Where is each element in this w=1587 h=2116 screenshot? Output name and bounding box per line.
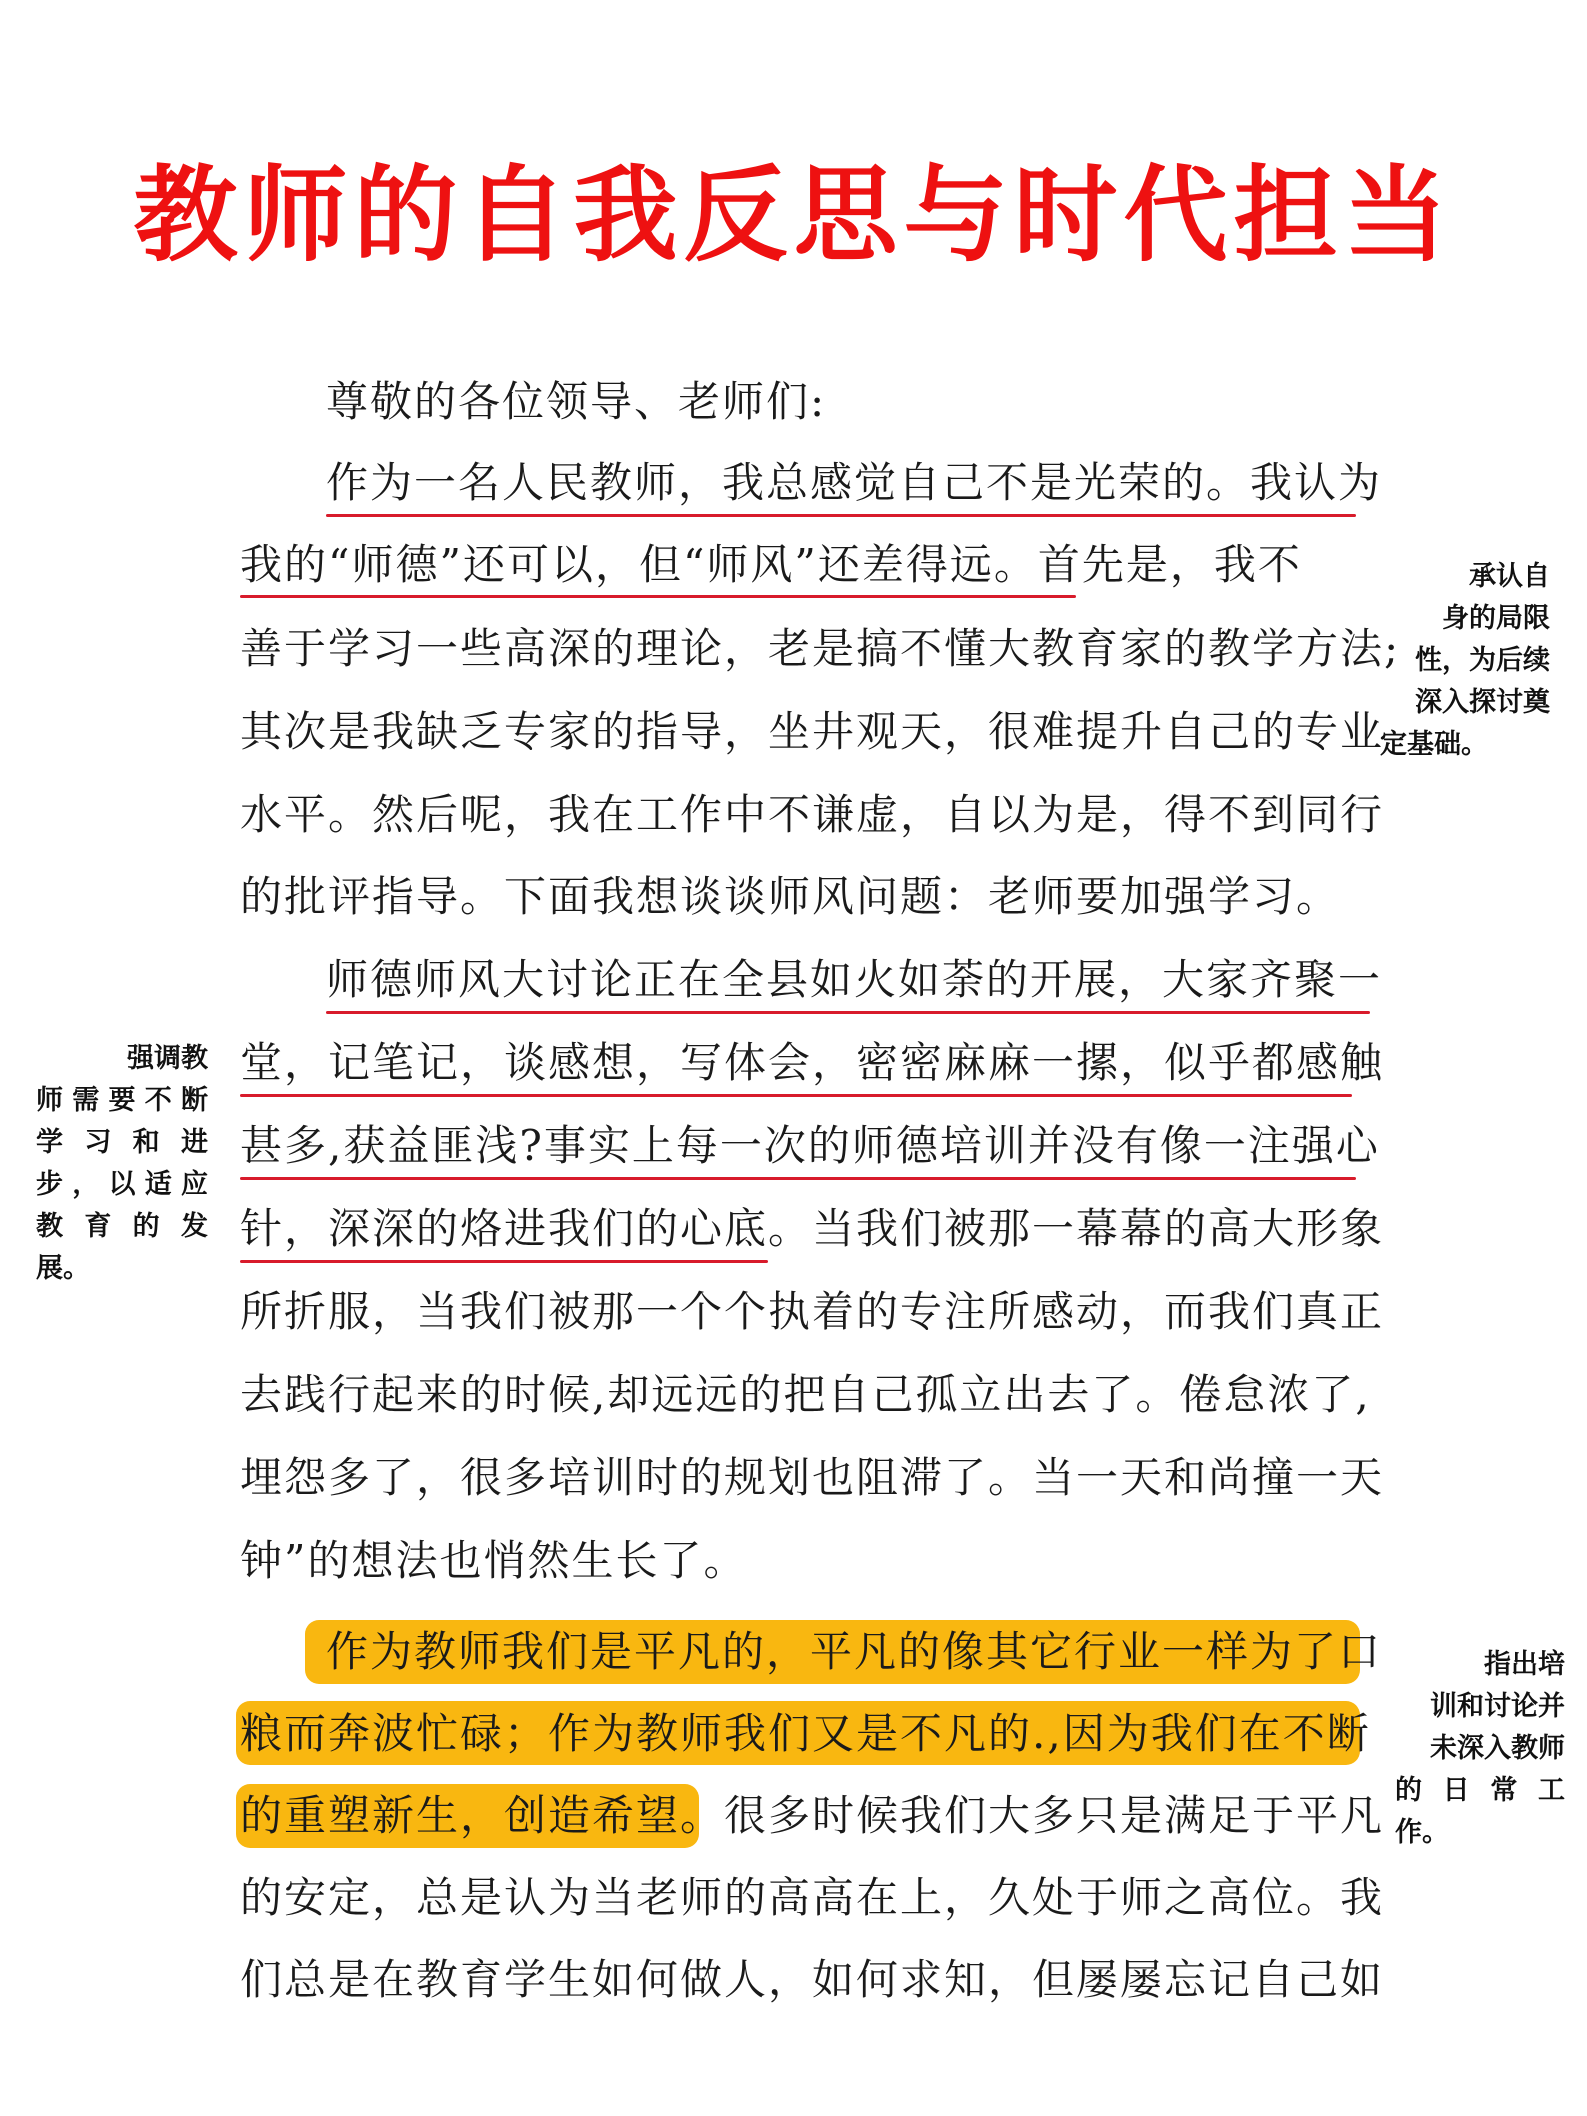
paragraph3-line: 的安定，总是认为当老师的高高在上，久处于师之高位。我 xyxy=(240,1873,1385,1922)
paragraph2-line: 埋怨多了，很多培训时的规划也阻滞了。当一天和尚撞一天 xyxy=(240,1453,1385,1502)
page-title: 教师的自我反思与时代担当 xyxy=(133,154,1454,276)
underline xyxy=(326,1011,1370,1014)
paragraph3-line: 们总是在教育学生如何做人，如何求知，但屡屡忘记自己如 xyxy=(240,1955,1385,2004)
underline xyxy=(240,1260,768,1263)
annotation-left: 强调教 师需要不断 学习和进 步，以适应 教育的发 展。 xyxy=(36,1043,208,1284)
paragraph1-line: 其次是我缺乏专家的指导，坐井观天，很难提升自己的专业 xyxy=(240,707,1385,756)
paragraph1-line: 我的“师德”还可以，但“师风”还差得远。首先是，我不 xyxy=(240,540,1302,589)
paragraph2-line: 甚多,获益匪浅?事实上每一次的师德培训并没有像一注强心 xyxy=(240,1121,1380,1170)
annotation-right-1: 承认自 身的局限 性，为后续 深入探讨奠 定基础。 xyxy=(1380,561,1550,760)
paragraph1-line: 水平。然后呢，我在工作中不谦虚，自以为是，得不到同行 xyxy=(240,790,1385,839)
underline xyxy=(240,1177,1356,1180)
paragraph1-line: 作为一名人民教师，我总感觉自己不是光荣的。我认为 xyxy=(326,458,1383,507)
paragraph3-line: 作为教师我们是平凡的，平凡的像其它行业一样为了口 xyxy=(326,1627,1383,1676)
underline xyxy=(240,595,1076,598)
paragraph2-line: 堂，记笔记，谈感想，写体会，密密麻麻一摞，似乎都感触 xyxy=(240,1038,1385,1087)
annotation-right-2: 指出培 训和讨论并 未深入教师 的日常工 作。 xyxy=(1395,1649,1565,1848)
paragraph1-line: 的批评指导。下面我想谈谈师风问题：老师要加强学习。 xyxy=(240,872,1341,921)
paragraph3-line: 的重塑新生，创造希望。很多时候我们大多只是满足于平凡 xyxy=(240,1791,1385,1840)
greeting: 尊敬的各位领导、老师们: xyxy=(326,377,827,426)
paragraph2-line: 针，深深的烙进我们的心底。当我们被那一幕幕的高大形象 xyxy=(240,1204,1385,1253)
paragraph1-line: 善于学习一些高深的理论，老是搞不懂大教育家的教学方法; xyxy=(240,624,1401,673)
underline xyxy=(326,514,1356,517)
paragraph2-line: 师德师风大讨论正在全县如火如荼的开展，大家齐聚一 xyxy=(326,955,1383,1004)
paragraph2-line: 去践行起来的时候,却远远的把自己孤立出去了。倦怠浓了, xyxy=(240,1370,1371,1419)
paragraph3-line: 粮而奔波忙碌；作为教师我们又是不凡的.,因为我们在不断 xyxy=(240,1709,1371,1758)
underline xyxy=(240,1094,1352,1097)
paragraph2-line: 所折服，当我们被那一个个执着的专注所感动，而我们真正 xyxy=(240,1287,1385,1336)
paragraph2-line: 钟”的想法也悄然生长了。 xyxy=(240,1536,748,1585)
